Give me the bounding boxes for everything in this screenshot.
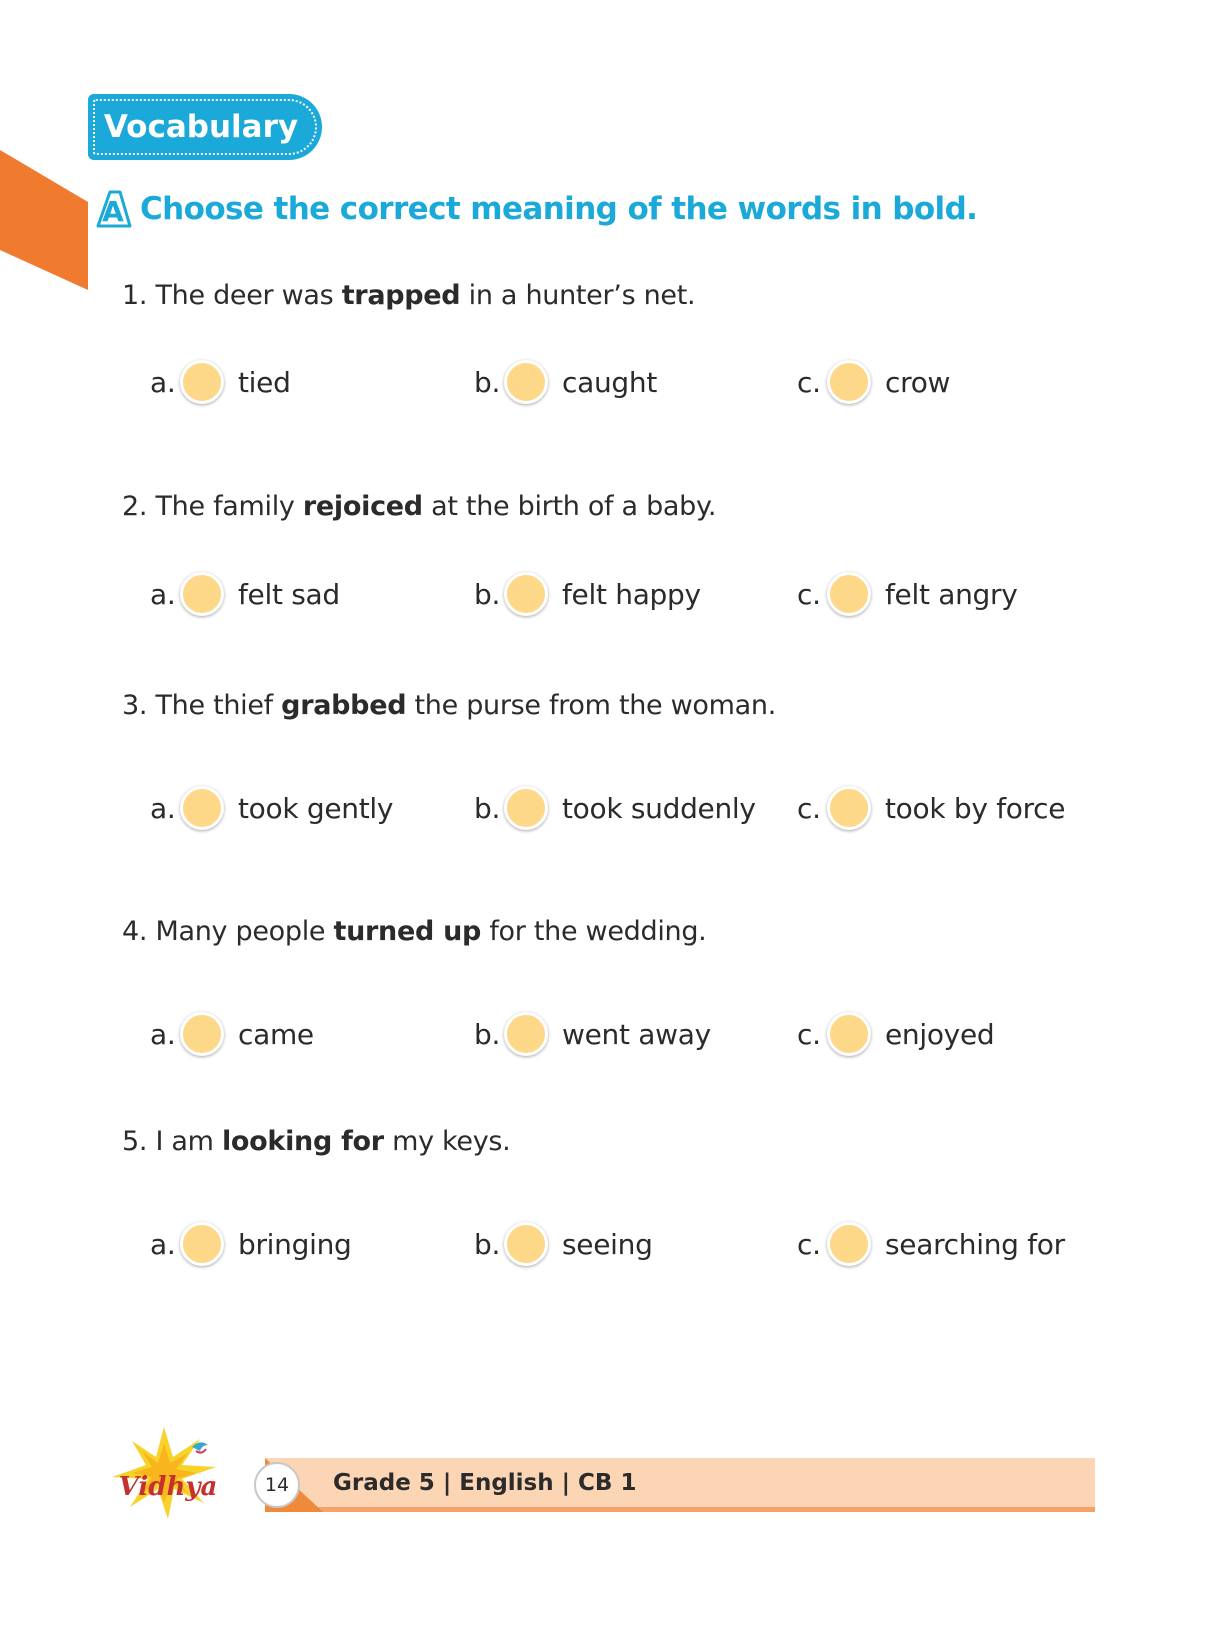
option-text: felt angry xyxy=(885,577,1018,611)
vidhya-logo xyxy=(92,1425,252,1525)
option-letter: b. xyxy=(474,577,501,611)
answer-bubble[interactable] xyxy=(827,572,871,616)
option-text: felt happy xyxy=(562,577,701,611)
answer-bubble[interactable] xyxy=(180,1222,224,1266)
option-3c[interactable] xyxy=(797,786,1065,830)
option-letter: c. xyxy=(797,791,821,825)
answer-bubble[interactable] xyxy=(827,786,871,830)
answer-bubble[interactable] xyxy=(827,1012,871,1056)
answer-bubble[interactable] xyxy=(180,1012,224,1056)
question-text-before: The thief xyxy=(155,690,282,721)
question-2 xyxy=(122,491,716,522)
option-5a[interactable] xyxy=(150,1222,351,1266)
page-number-badge xyxy=(254,1462,300,1508)
question-text-after: the purse from the woman. xyxy=(406,690,776,721)
question-text-before: Many people xyxy=(155,916,334,947)
answer-bubble[interactable] xyxy=(180,786,224,830)
section-title-label: Vocabulary xyxy=(103,109,299,145)
question-bold-word: rejoiced xyxy=(302,491,423,522)
question-text-after: for the wedding. xyxy=(481,916,707,947)
exercise-letter: A xyxy=(102,195,124,228)
option-text: took suddenly xyxy=(562,791,756,825)
footer-course-info: Grade 5 | English | CB 1 xyxy=(333,1470,637,1496)
answer-bubble[interactable] xyxy=(180,572,224,616)
option-text: felt sad xyxy=(238,577,340,611)
option-text: tied xyxy=(238,365,291,399)
question-text-after: in a hunter’s net. xyxy=(460,280,696,311)
option-1c[interactable] xyxy=(797,360,950,404)
answer-bubble[interactable] xyxy=(504,1222,548,1266)
option-5c[interactable] xyxy=(797,1222,1065,1266)
option-text: seeing xyxy=(562,1227,653,1261)
option-2c[interactable] xyxy=(797,572,1018,616)
option-text: crow xyxy=(885,365,951,399)
question-5 xyxy=(122,1126,510,1157)
question-3 xyxy=(122,690,776,721)
option-letter: a. xyxy=(150,1017,176,1051)
option-letter: b. xyxy=(474,1017,501,1051)
question-number: 5. xyxy=(122,1126,148,1157)
exercise-instruction xyxy=(92,188,977,230)
exercise-letter-badge-icon xyxy=(92,188,134,230)
question-text-before: The family xyxy=(155,491,303,522)
question-number: 1. xyxy=(122,280,148,311)
answer-bubble[interactable] xyxy=(180,360,224,404)
option-letter: a. xyxy=(150,1227,176,1261)
option-2a[interactable] xyxy=(150,572,340,616)
answer-bubble[interactable] xyxy=(827,360,871,404)
question-number: 4. xyxy=(122,916,148,947)
option-text: went away xyxy=(562,1017,711,1051)
option-1a[interactable] xyxy=(150,360,291,404)
question-text-before: I am xyxy=(155,1126,222,1157)
option-letter: b. xyxy=(474,365,501,399)
option-4c[interactable] xyxy=(797,1012,994,1056)
answer-bubble[interactable] xyxy=(504,360,548,404)
option-letter: c. xyxy=(797,577,821,611)
question-text-before: The deer was xyxy=(155,280,342,311)
option-text: took by force xyxy=(885,791,1066,825)
option-letter: c. xyxy=(797,1227,821,1261)
instruction-text: Choose the correct meaning of the words in bold. xyxy=(140,191,978,227)
question-text-after: at the birth of a baby. xyxy=(422,491,717,522)
option-text: took gently xyxy=(238,791,394,825)
option-text: came xyxy=(238,1017,314,1051)
answer-bubble[interactable] xyxy=(827,1222,871,1266)
option-letter: a. xyxy=(150,791,176,825)
question-1 xyxy=(122,280,695,311)
option-2b[interactable] xyxy=(474,572,701,616)
option-text: enjoyed xyxy=(885,1017,995,1051)
question-bold-word: trapped xyxy=(341,280,461,311)
option-text: searching for xyxy=(885,1227,1065,1261)
option-text: caught xyxy=(562,365,657,399)
question-text-after: my keys. xyxy=(383,1126,511,1157)
answer-bubble[interactable] xyxy=(504,786,548,830)
option-letter: a. xyxy=(150,577,176,611)
option-3b[interactable] xyxy=(474,786,756,830)
option-1b[interactable] xyxy=(474,360,657,404)
question-bold-word: looking for xyxy=(221,1126,384,1157)
question-bold-word: turned up xyxy=(333,916,482,947)
option-letter: b. xyxy=(474,1227,501,1261)
side-decoration xyxy=(0,150,90,290)
option-3a[interactable] xyxy=(150,786,393,830)
question-number: 2. xyxy=(122,491,148,522)
option-4a[interactable] xyxy=(150,1012,314,1056)
question-bold-word: grabbed xyxy=(281,690,407,721)
option-text: bringing xyxy=(238,1227,352,1261)
option-4b[interactable] xyxy=(474,1012,711,1056)
question-number: 3. xyxy=(122,690,148,721)
answer-bubble[interactable] xyxy=(504,1012,548,1056)
option-letter: b. xyxy=(474,791,501,825)
section-title-vocabulary xyxy=(90,96,320,158)
answer-bubble[interactable] xyxy=(504,572,548,616)
option-letter: c. xyxy=(797,1017,821,1051)
option-letter: c. xyxy=(797,365,821,399)
option-5b[interactable] xyxy=(474,1222,653,1266)
page-number: 14 xyxy=(264,1474,290,1496)
logo-text: Vidhya xyxy=(118,1472,218,1502)
question-4 xyxy=(122,916,706,947)
option-letter: a. xyxy=(150,365,176,399)
